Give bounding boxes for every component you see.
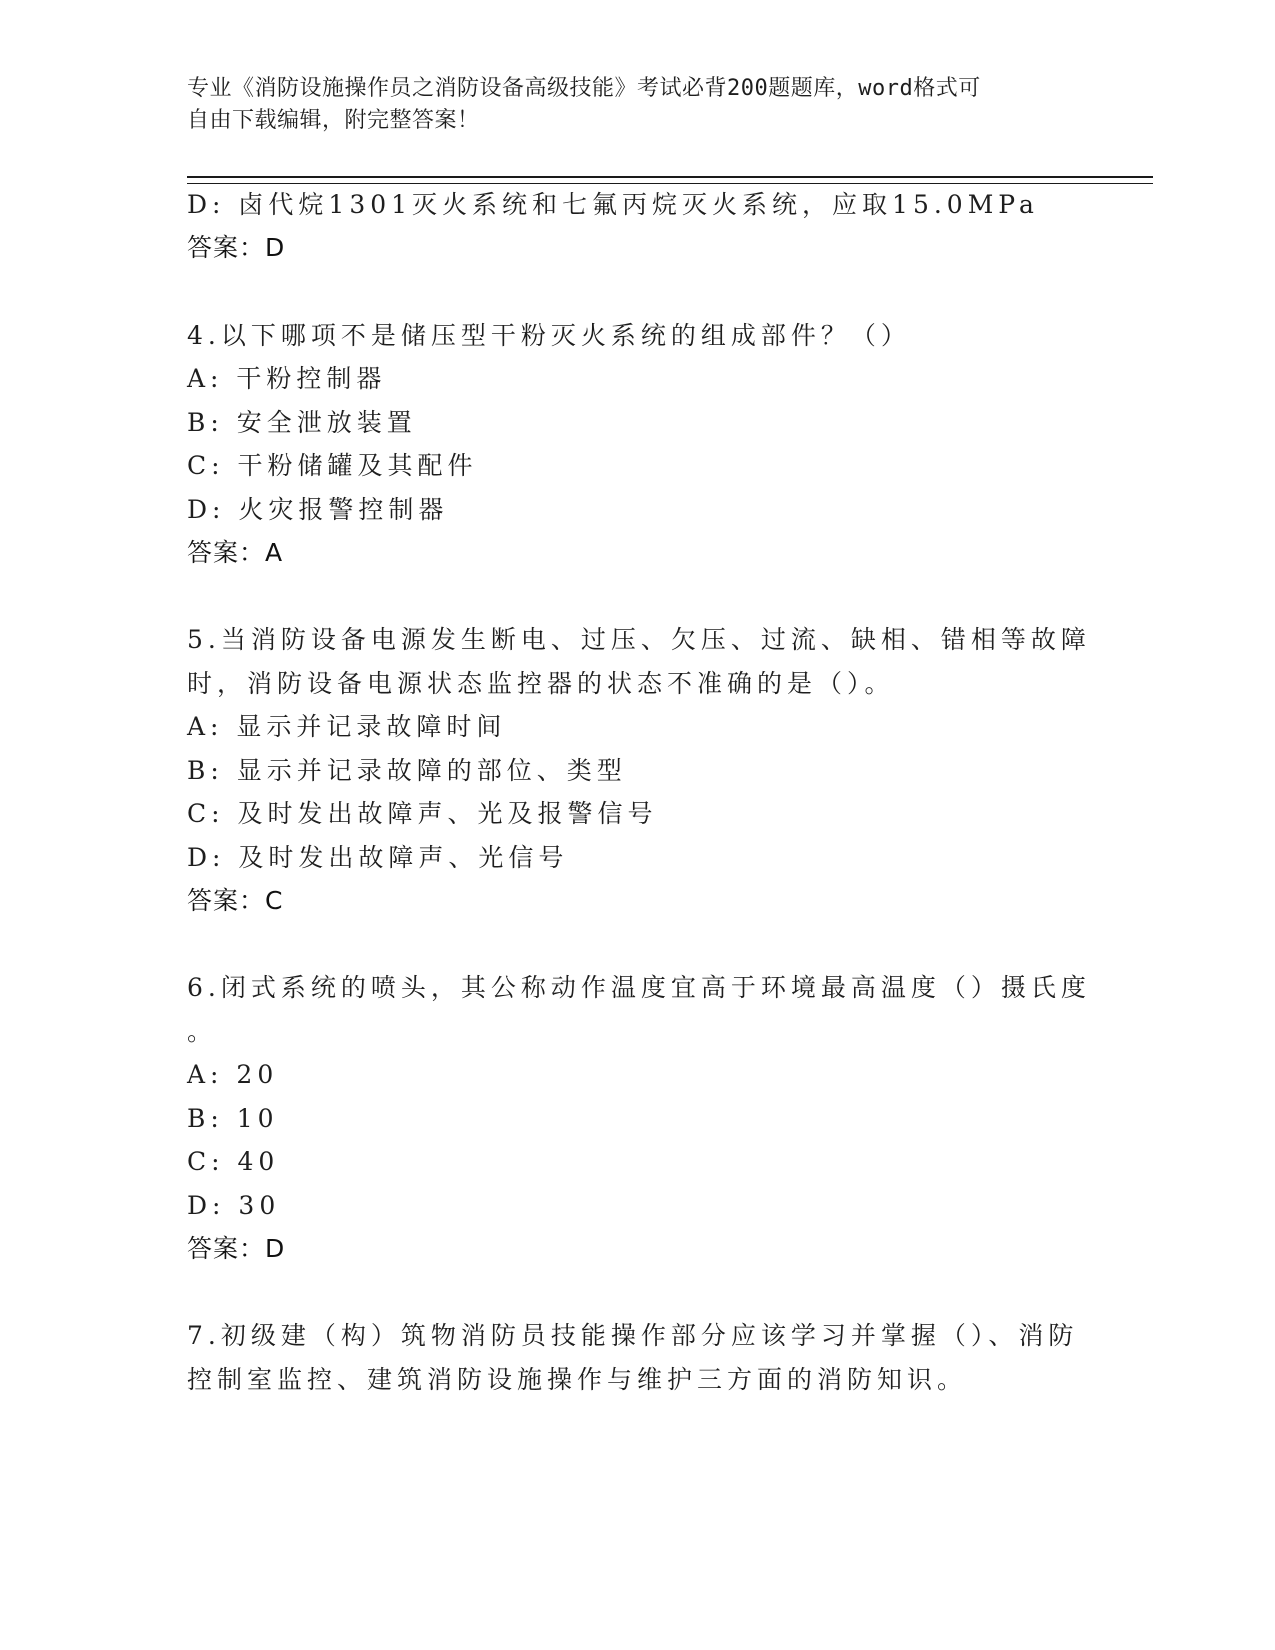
q5-option-c: C: 及时发出故障声、光及报警信号	[187, 799, 658, 828]
q6-stem-line-2: 。	[187, 1017, 218, 1046]
q6-answer: 答案：D	[187, 1234, 286, 1263]
q4-option-d: D: 火灾报警控制器	[187, 495, 449, 524]
q6-stem-line-1: 6.闭式系统的喷头，其公称动作温度宜高于环境最高温度（）摄氏度	[187, 973, 1091, 1002]
header-divider-thin	[187, 183, 1153, 184]
q4-option-a: A: 干粉控制器	[187, 364, 387, 393]
q4-stem-line-1: 4.以下哪项不是储压型干粉灭火系统的组成部件？（）	[187, 321, 911, 350]
q5-answer: 答案：C	[187, 886, 284, 915]
header-line-1: 专业《消防设施操作员之消防设备高级技能》考试必背200题题库，word格式可	[187, 76, 981, 101]
q6-option-b: B: 10	[187, 1104, 279, 1133]
q4-option-c: C: 干粉储罐及其配件	[187, 451, 478, 480]
q5-option-b: B: 显示并记录故障的部位、类型	[187, 756, 627, 785]
q4-option-b: B: 安全泄放装置	[187, 408, 417, 437]
q5-stem-line-1: 5.当消防设备电源发生断电、过压、欠压、过流、缺相、错相等故障	[187, 625, 1091, 654]
q6-option-c: C: 40	[187, 1147, 280, 1176]
q6-option-a: A: 20	[187, 1060, 279, 1089]
q7-stem-line-1: 7.初级建（构）筑物消防员技能操作部分应该学习并掌握（）、消防	[187, 1321, 1079, 1350]
q4-answer: 答案：A	[187, 538, 284, 567]
q5-stem-line-2: 时，消防设备电源状态监控器的状态不准确的是（）。	[187, 669, 895, 698]
header-line-2: 自由下载编辑，附完整答案！	[187, 108, 480, 133]
q3-answer: 答案：D	[187, 233, 286, 262]
document-header	[187, 73, 1067, 137]
q5-option-d: D: 及时发出故障声、光信号	[187, 843, 569, 872]
q6-option-d: D: 30	[187, 1191, 281, 1220]
q7-stem-line-2: 控制室监控、建筑消防设施操作与维护三方面的消防知识。	[187, 1365, 968, 1394]
q3-option-d: D: 卤代烷1301灭火系统和七氟丙烷灭火系统，应取15.0MPa	[187, 190, 1039, 219]
q5-option-a: A: 显示并记录故障时间	[187, 712, 507, 741]
header-divider-thick	[187, 176, 1153, 178]
